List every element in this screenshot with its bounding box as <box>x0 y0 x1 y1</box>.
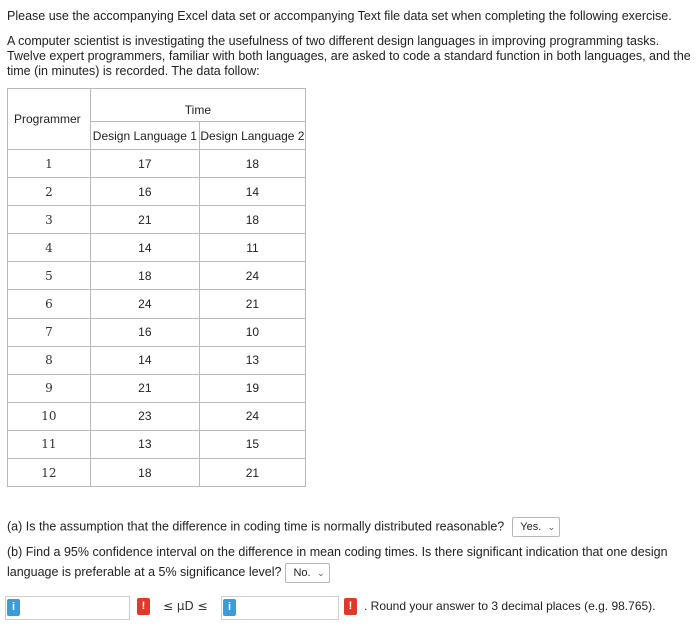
significance-select[interactable] <box>285 563 329 583</box>
lang2-cell: 11 <box>199 234 305 262</box>
table-row <box>8 402 306 430</box>
lang1-cell: 17 <box>90 150 199 178</box>
lang2-cell: 21 <box>199 290 305 318</box>
warning-icon[interactable]: ! <box>137 598 150 615</box>
normality-select-value: Yes. <box>520 521 542 533</box>
lang1-cell: 21 <box>90 374 199 402</box>
programmer-cell: 9 <box>8 374 91 402</box>
lang1-cell: 14 <box>90 346 199 374</box>
lang2-cell: 15 <box>199 430 305 458</box>
table-row <box>8 150 306 178</box>
table-row <box>8 290 306 318</box>
table-row <box>8 459 306 487</box>
table-row <box>8 234 306 262</box>
programmer-cell: 11 <box>8 430 91 458</box>
time-header: Time <box>90 89 305 122</box>
programmer-cell: 12 <box>8 459 91 487</box>
lang2-header: Design Language 2 <box>199 122 305 150</box>
upper-bound-input[interactable] <box>221 596 339 620</box>
lower-bound-input[interactable] <box>5 596 130 620</box>
question-a-text: (a) Is the assumption that the difference in coding time is normally distributed reasonable? <box>7 519 505 534</box>
data-table <box>7 88 306 487</box>
table-row <box>8 346 306 374</box>
programmer-cell: 6 <box>8 290 91 318</box>
lang1-cell: 18 <box>90 459 199 487</box>
table-row <box>8 262 306 290</box>
warning-icon[interactable]: ! <box>344 598 357 615</box>
programmer-cell: 3 <box>8 206 91 234</box>
lang1-cell: 24 <box>90 290 199 318</box>
programmer-cell: 10 <box>8 402 91 430</box>
mu-d-inequality: ≤ μD ≤ <box>163 599 208 613</box>
chevron-down-icon: ⌄ <box>547 522 556 532</box>
lang1-cell: 16 <box>90 318 199 346</box>
lang1-header: Design Language 1 <box>90 122 199 150</box>
normality-select[interactable] <box>512 517 560 537</box>
table-row <box>8 374 306 402</box>
programmer-cell: 5 <box>8 262 91 290</box>
lang1-cell: 14 <box>90 234 199 262</box>
programmer-cell: 2 <box>8 178 91 206</box>
intro-line-1: Please use the accompanying Excel data set or accompanying Text file data set when completing the following exercise. <box>7 9 672 23</box>
programmer-cell: 1 <box>8 150 91 178</box>
table-row <box>8 430 306 458</box>
table-row <box>8 178 306 206</box>
lang2-cell: 14 <box>199 178 305 206</box>
programmer-cell: 8 <box>8 346 91 374</box>
table-row <box>8 206 306 234</box>
question-b <box>7 542 687 583</box>
info-icon[interactable]: i <box>7 599 20 616</box>
rounding-instruction: . Round your answer to 3 decimal places (e.g. 98.765). <box>364 599 656 613</box>
lang1-cell: 16 <box>90 178 199 206</box>
confidence-interval-row <box>0 596 700 620</box>
lang2-cell: 18 <box>199 206 305 234</box>
lang2-cell: 10 <box>199 318 305 346</box>
lang1-cell: 21 <box>90 206 199 234</box>
lang2-cell: 24 <box>199 402 305 430</box>
programmer-header: Programmer <box>8 89 91 150</box>
lang2-cell: 24 <box>199 262 305 290</box>
instructions <box>7 9 693 83</box>
intro-line-2: A computer scientist is investigating the usefulness of two different design languages in improving programming tasks. Twelve expert programmers, familiar with both languages, are asked to code a standard function in both languages, and the time (in minutes) is recorded. The data follow: <box>7 34 691 78</box>
table-row <box>8 318 306 346</box>
lang2-cell: 21 <box>199 459 305 487</box>
info-icon[interactable]: i <box>223 599 236 616</box>
lang2-cell: 19 <box>199 374 305 402</box>
significance-select-value: No. <box>293 566 311 579</box>
question-a <box>7 517 560 537</box>
lang1-cell: 13 <box>90 430 199 458</box>
lang1-cell: 23 <box>90 402 199 430</box>
lang2-cell: 18 <box>199 150 305 178</box>
programmer-cell: 4 <box>8 234 91 262</box>
chevron-down-icon: ⌄ <box>317 567 325 578</box>
lang1-cell: 18 <box>90 262 199 290</box>
question-b-text: (b) Find a 95% confidence interval on the difference in mean coding times. Is there significant indication that one design language is preferable at a 5% significance level? <box>7 545 668 579</box>
programmer-cell: 7 <box>8 318 91 346</box>
lang2-cell: 13 <box>199 346 305 374</box>
